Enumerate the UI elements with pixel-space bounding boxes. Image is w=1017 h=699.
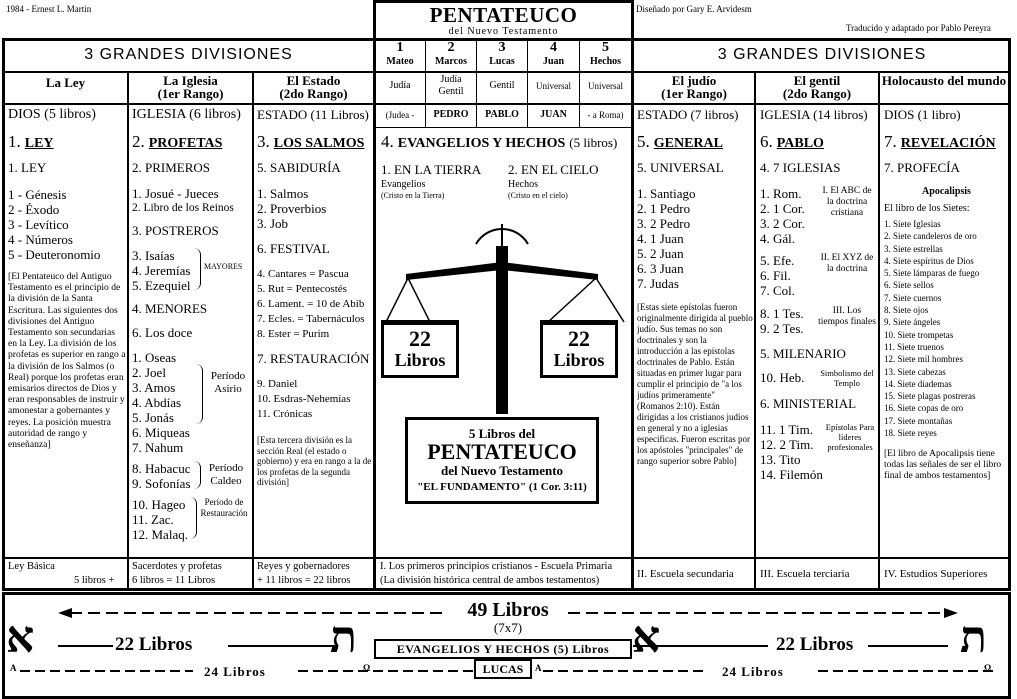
col7-intro: El libro de los Sietes: [884,203,970,214]
header-iglesia: La Iglesia (1er Rango) [157,73,224,101]
col3-note: [Esta tercera división es la sección Real (el estado o gobierno) y era en rango a la de los profetas de la segunda división] [257,435,372,487]
col2-sub3: 4. MENORES [132,301,208,316]
center-gospels-box: EVANGELIOS Y HECHOS (5) Libros [374,639,632,659]
tav-left-icon: ת [330,613,357,662]
center-foot2: (La división histórica central de ambos testamentos) [380,575,600,586]
rank-marcos: PEDRO [433,109,469,120]
column-revelacion [884,107,1009,557]
col3-head: ESTADO (11 Libros) [257,107,369,122]
column-pablo [760,107,878,557]
col6-sub: 4. 7 IGLESIAS [760,160,841,175]
aud-lucas: Gentil [489,80,515,91]
col1-sub: 1. LEY [8,160,47,175]
col7-note: [El libro de Apocalipsis tiene todas las señales de ser el libro final de ambos testamentos] [884,449,1002,482]
col7-head: DIOS (1 libro) [884,107,961,122]
col3-section: 3. LOS SALMOS [257,132,365,151]
col6-group2: 5. Efe. 6. Fil. 7. Col. II. El XYZ de la doctrina [760,253,874,298]
translator-credit: Traducido y adaptado por Pablo Pereyra [846,23,991,33]
col2-sub4: 6. Los doce [132,325,193,340]
gospel-hechos: 5 Hechos [589,40,622,67]
col6-section: 6. PABLO [760,132,824,151]
col3-sub1: 5. SABIDURÍA [257,160,341,175]
left-22-books: 22 Libros [115,634,193,655]
column-salmos [257,107,372,557]
col1-note: [El Pentateuco del Antiguo Testamento es el principio de la división de la Santa Escritura. Las siguientes dos divisiones del Antiguo Testamento son secundarias en la Ley. La división de los profetas es superior en rango a la división de los Salmos (o Real) porque los profetas eran emisarios directos de Dios y eran responsables de instruir y amonestar a gobernantes y reyes. La posición muestra autoridad de rango y enseñanza] [8,271,126,451]
col2-list1: 1. Josué - Jueces 2. Libro de los Reinos [132,186,234,214]
col5-section: 5. GENERAL [637,132,723,151]
col7-sub: 7. PROFECÍA [884,160,960,175]
pentateuco-base-box: 5 Libros del PENTATEUCO del Nuevo Testamento "EL FUNDAMENTO" (1 Cor. 3:11) [405,417,599,504]
col3-sub2: 6. FESTIVAL [257,241,330,256]
center-earth-sub2: (Cristo en la Tierra) [381,191,445,200]
divisions-label-right: 3 GRANDES DIVISIONES [717,46,927,63]
col2-mayores-group: 3. Isaías 4. Jeremías 5. Ezequiel MAYORES [132,248,243,293]
col2-asirio-group: 1. Oseas 2. Joel 3. Amos 4. Abdías 5. Jonás 6. Miqueas 7. Nahum Período Asirio [132,350,246,455]
col2-foot2: 6 libros = 11 Libros [132,575,216,586]
aud-hechos: Universal [588,81,623,91]
alpha-right: A [535,663,542,673]
gospel-marcos: 2 Marcos [434,40,468,67]
header-holocausto: Holocausto del mundo [881,73,1007,88]
header-estado: El Estado (2do Rango) [279,73,348,101]
page-subtitle: del Nuevo Testamento [448,26,559,37]
col7-foot: IV. Estudios Superiores [884,568,988,580]
col2-foot1: Sacerdotes y profetas [132,561,222,572]
alef-left-icon: א [6,613,35,662]
col2-caldeo-group: 8. Habacuc 9. Sofonías Período Caldeo [132,461,244,491]
col1-head: DIOS (5 libros) [8,107,96,122]
col6-sub2: 5. MILENARIO [760,346,846,361]
tav-right-icon: ת [960,613,987,662]
center-heaven-sub2: (Cristo en el cielo) [508,191,568,200]
col3-list3: 9. Daniel 10. Esdras-Nehemías 11. Crónicas [257,378,351,420]
left-scale-pan: 22 Libros [381,320,459,378]
page-title: PENTATEUCO [429,3,578,27]
center-section: 4. EVANGELIOS Y HECHOS (5 libros) [381,132,618,151]
right-scale-pan: 22 Libros [540,320,618,378]
col2-head: IGLESIA (6 libros) [132,107,241,122]
center-heaven: 2. EN EL CIELO [508,162,599,177]
col6-group1: 1. Rom. 2. 1 Cor. 3. 2 Cor. 4. Gál. I. El ABC de la doctrina cristiana [760,186,872,246]
designer-credit: Diseñado por Gary E. Arvidesm [636,4,752,14]
right-22-books: 22 Libros [776,634,854,655]
col7-section: 7. REVELACIÓN [884,132,996,151]
col5-list: 1. Santiago 2. 1 Pedro 3. 2 Pedro 4. 1 Juan 5. 2 Juan 6. 3 Juan 7. Judas [637,186,696,291]
col6-head: IGLESIA (14 libros) [760,107,868,122]
center-foot1: I. Los primeros principios cristianos - Escuela Primaria [380,561,613,572]
column-ley [8,107,126,557]
gospel-mateo: 1 Mateo [386,40,414,67]
center-earth: 1. EN LA TIERRA [381,162,482,177]
col6-heb-group: 10. Heb. Simbolismo del Templo [760,368,874,388]
aud-mateo: Judía [389,80,411,91]
col5-head: ESTADO (7 libros) [637,107,739,122]
col1-section: 1. LEY [8,132,54,151]
col3-list2: 4. Cantares = Pascua 5. Rut = Pentecostés 6. Lament. = 10 de Abib 7. Ecles. = Tabernáculos 8. Ester = Purim [257,268,365,340]
col3-list1: 1. Salmos 2. Proverbios 3. Job [257,186,327,231]
rank-juan: JUAN [540,109,567,120]
col1-list: 1 - Génesis 2 - Éxodo 3 - Levítico 4 - Números 5 - Deuteronomio [8,187,101,262]
rank-hechos: - a Roma) [587,110,624,120]
divisions-label-left: 3 GRANDES DIVISIONES [84,46,293,63]
col5-foot: II. Escuela secundaria [637,568,734,580]
total-books-sub: (7x7) [493,620,523,635]
col3-foot2: + 11 libros = 22 libros [257,575,351,586]
center-heaven-sub1: Hechos [508,179,538,190]
col3-foot1: Reyes y gobernadores [257,561,350,572]
col3-sub3: 7. RESTAURACIÓN [257,351,370,366]
col5-sub: 5. UNIVERSAL [637,160,724,175]
balance-scale-icon [376,218,632,418]
col2-sub2: 3. POSTREROS [132,223,219,238]
header-ley: La Ley [45,75,86,90]
omega-right: Ω [984,663,992,673]
rank-lucas: PABLO [485,109,519,120]
col7-list: 1. Siete Iglesias 2. Siete candeleros de oro 3. Siete estrellas 4. Siete espíritus de Dios 5. Siete lámparas de fuego 6. Siete sellos 7. Siete cuernos 8. Siete ojos 9. Siete ángeles 10. Siete trompetas 11. Siete truenos 12. Siete mil hombres 13. Siete cabezas 14. Siete diademas 15. Siete plagas postreras 16. Siete copas de oro 17. Siete montañas 18. Siete reyes [884,219,980,439]
total-books: 49 Libros [467,599,549,621]
header-judio: El judío (1er Rango) [661,73,727,101]
col6-group3: 8. 1 Tes. 9. 2 Tes. III. Los tiempos finales [760,306,876,336]
col6-sub3: 6. MINISTERIAL [760,396,857,411]
alpha-left: A [10,663,17,673]
col6-foot: III. Escuela terciaria [760,568,850,580]
col2-sub1: 2. PRIMEROS [132,160,211,175]
col7-title: Apocalipsis [922,186,971,197]
col6-group4: 11. 1 Tim. 12. 2 Tim. 13. Tito 14. Filemón Epístolas Para líderes profesionales [760,422,875,482]
col1-foot1: Ley Básica [8,561,55,572]
aud-marcos: Judía Gentil [438,74,464,97]
left-24-books: 24 Libros [204,664,266,679]
column-general [637,107,753,557]
col5-note: [Estas siete epístolas fueron originalmente dirigida al pueblo judío. Sus temas no son doctrinales y son la introducción a las epístolas doctrinales de Pablo. Están situadas en primer lugar para cumplir el principio de "a los judíos primeramente" (Romanos 2:10). Están dirigidas a los cristianos judíos en general y no a iglesias específicas. Fueron escritas por los apóstoles "principales" de rango superior sobre Pablo] [637,302,753,466]
alef-right-icon: א [632,613,661,662]
aud-juan: Universal [536,81,571,91]
column-profetas [132,107,252,557]
col2-restauracion-group: 10. Hageo 11. Zac. 12. Malaq. Período de Restauración [132,497,248,542]
header-gentil: El gentil (2do Rango) [782,73,852,101]
omega-left: Ω [363,663,371,673]
rank-mateo: (Judea - [385,110,415,120]
lucas-box: LUCAS [474,659,532,679]
gospel-juan: 4 Juan [542,40,565,67]
col1-foot2: 5 libros + [74,575,115,586]
author-credit: 1984 - Ernest L. Martin [6,4,92,14]
right-24-books: 24 Libros [722,664,784,679]
col2-section: 2. PROFETAS [132,132,223,151]
gospel-lucas: 3 Lucas [489,40,515,67]
center-earth-sub1: Evangelios [381,179,426,190]
